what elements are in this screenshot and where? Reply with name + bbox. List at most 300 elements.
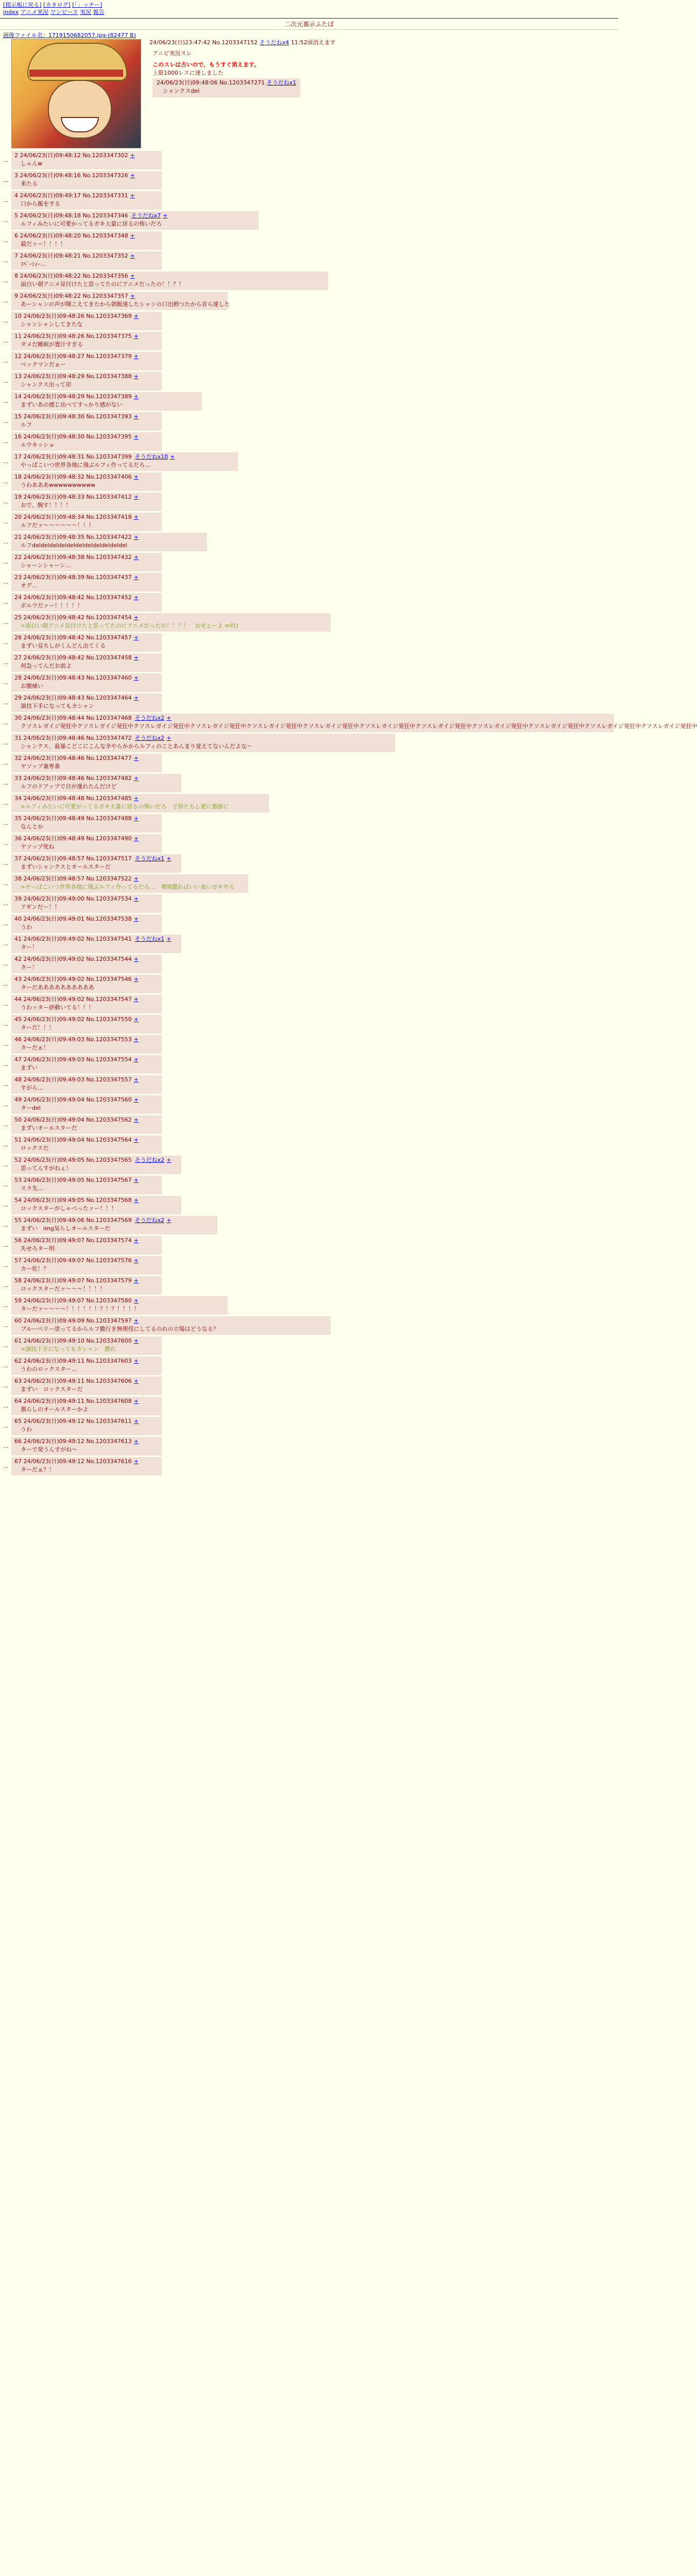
reply-date: 24/06/23(日)09:48:44 <box>23 715 84 721</box>
reply-plus-link[interactable]: + <box>133 835 139 842</box>
reply-meta <box>14 1257 160 1264</box>
reply-number[interactable]: No.1203347485 <box>86 795 132 802</box>
reply-dash: … <box>3 1001 9 1007</box>
reply-post <box>0 512 618 532</box>
reply-plus-link[interactable]: + <box>133 634 139 641</box>
reply-index: 56 <box>14 1237 22 1244</box>
reply-number[interactable]: No.1203347452 <box>86 594 132 601</box>
reply-plus-link[interactable]: + <box>133 815 139 822</box>
reply-text: ターだぁ！ <box>21 1044 49 1051</box>
reply-plus-link[interactable]: + <box>133 614 139 621</box>
reply-number[interactable]: No.1203347488 <box>86 815 132 822</box>
reply-post <box>0 633 618 653</box>
reply-date: 24/06/23(日)09:49:02 <box>23 1016 84 1023</box>
reply-index: 40 <box>14 916 22 922</box>
reply-date: 24/06/23(日)09:48:18 <box>20 212 81 219</box>
reply-plus-link[interactable]: + <box>133 333 139 340</box>
reply-number[interactable]: No.1203347579 <box>86 1277 132 1284</box>
op-quoted-number[interactable]: No.1203347271 <box>219 79 265 86</box>
reply-plus-link[interactable]: + <box>170 453 175 460</box>
reply-index: 28 <box>14 674 22 681</box>
reply-plus-link[interactable]: + <box>133 494 139 500</box>
anime-live-link[interactable]: アニメ実況 <box>20 9 49 15</box>
reply-index: 60 <box>14 1317 22 1324</box>
reply-dash: … <box>3 800 9 806</box>
reply-plus-link[interactable]: + <box>133 1317 139 1324</box>
reply-soudane-link[interactable]: そうだねx2 <box>134 715 165 721</box>
reply-number[interactable]: No.1203347611 <box>86 1418 132 1425</box>
reply-index: 33 <box>14 775 22 782</box>
reply-dash: … <box>3 1021 9 1027</box>
op-file-label <box>3 32 615 39</box>
reply-dash: … <box>3 579 9 585</box>
reply-number[interactable]: No.1203347554 <box>86 1056 132 1063</box>
live-link[interactable]: 実況 <box>80 9 92 15</box>
reply-text: ター！ <box>21 944 38 951</box>
reply-text: まずい <box>21 1064 38 1071</box>
reply-number[interactable]: No.1203347569 <box>86 1217 132 1224</box>
reply-plus-link[interactable]: + <box>133 1076 139 1083</box>
reply-text: 最だァー！！！！ <box>21 241 66 247</box>
reply-plus-link[interactable]: + <box>133 875 139 882</box>
op-warning: このスレは古いので、もうすぐ消えます。 <box>152 61 260 68</box>
op-soudane-link[interactable]: そうだねx4 <box>259 39 290 46</box>
reply-post <box>0 1235 618 1256</box>
reply-meta <box>14 715 612 721</box>
reply-date: 24/06/23(日)09:48:29 <box>23 373 84 380</box>
reply-plus-link[interactable]: + <box>133 1116 139 1123</box>
reply-soudane-link[interactable]: そうだねx1 <box>134 936 165 942</box>
reply-post <box>0 1276 618 1296</box>
reply-plus-link[interactable]: + <box>133 654 139 661</box>
reply-plus-link[interactable]: + <box>133 976 139 982</box>
reply-number[interactable]: No.1203347557 <box>86 1076 132 1083</box>
reply-text: ルフィみたいに可愛かってるガキ大量に居るの怖いだろ <box>21 221 162 227</box>
reply-text: うわあああwwwwwwwwww <box>21 482 95 488</box>
reply-number[interactable]: No.1203347468 <box>86 715 132 721</box>
reply-number[interactable]: No.1203347544 <box>86 956 132 962</box>
reply-post <box>0 492 618 512</box>
reply-plus-link[interactable]: + <box>133 795 139 802</box>
reply-number[interactable]: No.1203347395 <box>86 433 132 440</box>
reply-number[interactable]: No.1203347550 <box>86 1016 132 1023</box>
reply-number[interactable]: No.1203347600 <box>86 1337 132 1344</box>
reply-meta <box>14 473 160 480</box>
reply-index: 25 <box>14 614 22 621</box>
reply-box <box>11 493 162 511</box>
reply-text: ターだァ～～～～！！！！！！？！？！！！！ <box>21 1306 140 1312</box>
reply-post <box>0 894 618 914</box>
reply-plus-link[interactable]: + <box>133 1438 139 1445</box>
reply-dash: … <box>3 980 9 987</box>
reply-number[interactable]: No.1203347352 <box>82 252 128 259</box>
reply-date: 24/06/23(日)09:49:07 <box>23 1297 84 1304</box>
reply-index: 36 <box>14 835 22 842</box>
reply-plus-link[interactable]: + <box>133 1358 139 1364</box>
reply-number[interactable]: No.1203347432 <box>86 554 132 561</box>
reply-dash: … <box>3 438 9 445</box>
reply-number[interactable]: No.1203347597 <box>86 1317 132 1324</box>
reply-meta <box>14 393 200 400</box>
reply-post <box>0 753 618 773</box>
reply-index: 59 <box>14 1297 22 1304</box>
reply-number[interactable]: No.1203347399 <box>86 453 132 460</box>
reply-box <box>11 251 162 270</box>
reply-post <box>0 1256 618 1276</box>
reply-number[interactable]: No.1203347418 <box>86 514 132 520</box>
reply-number[interactable]: No.1203347464 <box>86 694 132 701</box>
reply-box <box>11 794 269 812</box>
reply-date: 24/06/23(日)09:49:02 <box>23 956 84 962</box>
reply-meta <box>14 1458 160 1465</box>
reply-number[interactable]: No.1203347538 <box>86 916 132 922</box>
op-text: アニビ実況スレ <box>152 50 192 57</box>
reply-date: 24/06/23(日)09:49:12 <box>23 1458 84 1465</box>
reply-dash: … <box>3 458 9 465</box>
reply-index: 21 <box>14 534 22 540</box>
reply-plus-link[interactable]: + <box>166 1157 172 1163</box>
reply-dash: … <box>3 820 9 826</box>
reply-dash: … <box>3 1141 9 1148</box>
reply-number[interactable]: No.1203347457 <box>86 634 132 641</box>
reply-date: 24/06/23(日)09:48:42 <box>23 614 84 621</box>
reply-plus-link[interactable]: + <box>133 956 139 962</box>
reply-meta <box>14 252 160 259</box>
reply-plus-link[interactable]: + <box>133 916 139 922</box>
op-thumbnail-image[interactable] <box>11 39 141 148</box>
reply-plus-link[interactable]: + <box>133 1056 139 1063</box>
reply-index: 24 <box>14 594 22 601</box>
reply-plus-link[interactable]: + <box>133 473 139 480</box>
reply-number[interactable]: No.1203347393 <box>86 413 132 420</box>
reply-dash: … <box>3 358 9 364</box>
reply-date: 24/06/23(日)09:49:03 <box>23 1036 84 1043</box>
reply-date: 24/06/23(日)09:48:49 <box>23 815 84 822</box>
reply-date: 24/06/23(日)09:48:34 <box>23 514 84 520</box>
reply-plus-link[interactable]: + <box>133 895 139 902</box>
reply-plus-link[interactable]: + <box>133 1337 139 1344</box>
reply-box <box>11 1296 228 1315</box>
reply-plus-link[interactable]: + <box>133 313 139 319</box>
reply-plus-link[interactable]: + <box>133 353 139 360</box>
reply-index: 29 <box>14 694 22 701</box>
reply-plus-link[interactable]: + <box>133 1237 139 1244</box>
reply-dash: … <box>3 1342 9 1349</box>
reply-post <box>0 452 618 472</box>
reply-plus-link[interactable]: + <box>133 1137 139 1143</box>
reply-plus-link[interactable]: + <box>130 192 135 199</box>
reply-post <box>0 371 618 392</box>
reply-plus-link[interactable]: + <box>133 433 139 440</box>
reply-number[interactable]: No.1203347326 <box>82 172 128 179</box>
reply-plus-link[interactable]: + <box>133 373 139 380</box>
reply-soudane-link[interactable]: そうだねx2 <box>134 1217 165 1224</box>
reply-soudane-link[interactable]: そうだねx2 <box>134 1157 165 1163</box>
reply-plus-link[interactable]: + <box>133 574 139 581</box>
reply-number[interactable]: No.1203347460 <box>86 674 132 681</box>
reply-meta <box>14 353 160 360</box>
reply-dash: … <box>3 659 9 666</box>
reply-text: 口から飯をする <box>21 200 60 207</box>
reply-plus-link[interactable]: + <box>133 775 139 782</box>
reply-plus-link[interactable]: + <box>166 715 172 721</box>
op-number[interactable]: No.1203347152 <box>212 39 258 46</box>
reply-number[interactable]: No.1203347379 <box>86 353 132 360</box>
reply-plus-link[interactable]: + <box>133 1257 139 1264</box>
reply-number[interactable]: No.1203347603 <box>86 1358 132 1364</box>
reply-date: 24/06/23(日)09:49:02 <box>23 976 84 982</box>
reply-number[interactable]: No.1203347564 <box>86 1137 132 1143</box>
reply-number[interactable]: No.1203347482 <box>86 775 132 782</box>
reply-plus-link[interactable]: + <box>163 212 168 219</box>
reply-post <box>0 693 618 713</box>
reply-number[interactable]: No.1203347454 <box>86 614 132 621</box>
reply-plus-link[interactable]: + <box>133 514 139 520</box>
reply-text: スラ先… <box>21 1185 43 1192</box>
reply-post <box>0 1316 618 1336</box>
op-expire: 11:52頃消えます <box>291 39 336 46</box>
reply-meta <box>14 795 267 802</box>
reply-plus-link[interactable]: + <box>133 1297 139 1304</box>
op-file-link[interactable]: 画像ファイル名：1719150682057.jpg-(82477 B) <box>3 32 136 39</box>
reply-date: 24/06/23(日)09:48:20 <box>20 232 81 239</box>
catalog-link[interactable]: [カタログ] <box>43 2 71 8</box>
page-title: 二次元裏＠ふたば <box>0 18 618 30</box>
tchi-link[interactable]: [「」ッチー] <box>72 2 103 8</box>
reply-plus-link[interactable]: + <box>133 1016 139 1023</box>
reply-box <box>11 955 162 973</box>
reply-index: 15 <box>14 413 22 420</box>
reply-dash: … <box>3 1041 9 1047</box>
reply-index: 26 <box>14 634 22 641</box>
reply-dash: … <box>3 378 9 384</box>
reply-box <box>11 1236 162 1255</box>
reply-number[interactable]: No.1203347458 <box>86 654 132 661</box>
reply-meta <box>14 1398 160 1404</box>
reply-plus-link[interactable]: + <box>166 936 172 942</box>
reply-soudane-link[interactable]: そうだねx1 <box>134 855 165 862</box>
reply-number[interactable]: No.1203347388 <box>86 373 132 380</box>
reply-number[interactable]: No.1203347375 <box>86 333 132 340</box>
reply-meta <box>14 815 160 822</box>
reply-text: ボルウだァー！！！！！ <box>21 602 83 609</box>
reply-plus-link[interactable]: + <box>133 1096 139 1103</box>
reply-plus-link[interactable]: + <box>130 273 135 279</box>
reply-plus-link[interactable]: + <box>130 252 135 259</box>
reply-number[interactable]: No.1203347490 <box>86 835 132 842</box>
reply-text: お腹痛い <box>21 683 43 689</box>
reply-plus-link[interactable]: + <box>133 534 139 540</box>
reply-number[interactable]: No.1203347541 <box>86 936 132 942</box>
reply-number[interactable]: No.1203347348 <box>82 232 128 239</box>
reply-text: ヤソップ兼専番 <box>21 763 60 770</box>
reply-plus-link[interactable]: + <box>133 1277 139 1284</box>
reply-meta <box>14 212 257 219</box>
reply-number[interactable]: No.1203347389 <box>86 393 132 400</box>
reply-post <box>0 773 618 793</box>
reply-plus-link[interactable]: + <box>133 1197 139 1204</box>
reply-dash: … <box>3 840 9 846</box>
reply-number[interactable]: No.1203347547 <box>86 996 132 1003</box>
reply-index: 18 <box>14 473 22 480</box>
reply-box <box>11 472 162 491</box>
reply-plus-link[interactable]: + <box>166 855 172 862</box>
reply-post <box>0 1095 618 1115</box>
back-to-board-link[interactable]: [掲示板に戻る] <box>3 2 42 8</box>
reply-post <box>0 1376 618 1396</box>
reply-number[interactable]: No.1203347560 <box>86 1096 132 1103</box>
reply-number[interactable]: No.1203347412 <box>86 494 132 500</box>
reply-number[interactable]: No.1203347302 <box>82 152 128 159</box>
reply-post <box>0 1296 618 1316</box>
reply-meta <box>14 1056 160 1063</box>
reply-plus-link[interactable]: + <box>130 152 135 159</box>
onepiece-link[interactable]: ワンピース <box>50 9 78 15</box>
reply-index: 52 <box>14 1157 22 1163</box>
reply-date: 24/06/23(日)09:49:04 <box>23 1137 84 1143</box>
reply-date: 24/06/23(日)09:48:29 <box>23 393 84 400</box>
reply-post <box>0 1215 618 1235</box>
reply-plus-link[interactable]: + <box>130 232 135 239</box>
op-body <box>149 39 603 97</box>
reply-number[interactable]: No.1203347422 <box>86 534 132 540</box>
reply-number[interactable]: No.1203347346 <box>82 212 128 219</box>
reply-number[interactable]: No.1203347553 <box>86 1036 132 1043</box>
reply-box <box>11 774 181 792</box>
reply-plus-link[interactable]: + <box>133 755 139 761</box>
reply-plus-link[interactable]: + <box>133 1177 139 1183</box>
reply-plus-link[interactable]: + <box>133 1378 139 1384</box>
reply-number[interactable]: No.1203347477 <box>86 755 132 761</box>
reply-box <box>11 1437 162 1455</box>
reply-number[interactable]: No.1203347331 <box>82 192 128 199</box>
reply-plus-link[interactable]: + <box>166 735 172 741</box>
reply-meta <box>14 1076 160 1083</box>
reply-number[interactable]: No.1203347576 <box>86 1257 132 1264</box>
reply-dash: … <box>3 1322 9 1329</box>
reply-post <box>0 532 618 552</box>
reply-post <box>0 412 618 432</box>
reply-number[interactable]: No.1203347357 <box>82 293 128 299</box>
reply-index: 7 <box>14 252 18 259</box>
reply-soudane-link[interactable]: そうだねx2 <box>134 735 165 741</box>
reply-post <box>0 472 618 492</box>
reply-plus-link[interactable]: + <box>130 172 135 179</box>
reply-dash: … <box>3 1061 9 1067</box>
reply-dash: … <box>3 679 9 686</box>
reply-box <box>11 553 162 571</box>
reply-date: 24/06/23(日)09:49:04 <box>23 1116 84 1123</box>
reply-text: ルフ <box>21 421 32 428</box>
reply-number[interactable]: No.1203347568 <box>86 1197 132 1204</box>
reply-plus-link[interactable]: + <box>133 1458 139 1465</box>
reply-date: 24/06/23(日)09:48:46 <box>23 755 84 761</box>
reply-plus-link[interactable]: + <box>133 393 139 400</box>
reply-plus-link[interactable]: + <box>133 554 139 561</box>
reply-date: 24/06/23(日)09:48:27 <box>23 353 84 360</box>
reply-text: ダメだ睡眠が置汗すぎる <box>21 341 83 348</box>
report-link[interactable]: 報告 <box>93 9 105 15</box>
reply-dash: … <box>3 1362 9 1369</box>
reply-soudane-link[interactable]: そうだねx10 <box>134 453 168 460</box>
reply-number[interactable]: No.1203347546 <box>86 976 132 982</box>
reply-box <box>11 1035 162 1054</box>
reply-text: あーシャンの声が聞こえてきたから朝飯達したシャンの口出鱈つたから音ら達した <box>21 301 230 308</box>
reply-plus-link[interactable]: + <box>133 1036 139 1043</box>
reply-meta <box>14 775 179 782</box>
reply-number[interactable]: No.1203347613 <box>86 1438 132 1445</box>
reply-index: 62 <box>14 1358 22 1364</box>
reply-box <box>11 1015 162 1033</box>
reply-plus-link[interactable]: + <box>133 996 139 1003</box>
reply-meta <box>14 1137 160 1143</box>
reply-box <box>11 312 162 330</box>
reply-meta <box>14 1237 160 1244</box>
reply-number[interactable]: No.1203347606 <box>86 1378 132 1384</box>
index-link[interactable]: index <box>3 9 19 15</box>
reply-meta <box>14 594 160 601</box>
reply-number[interactable]: No.1203347406 <box>86 473 132 480</box>
reply-text: ルフのドアップで自が運れたんだけど <box>21 783 117 790</box>
reply-box <box>11 1055 162 1074</box>
reply-plus-link[interactable]: + <box>133 674 139 681</box>
reply-dash: … <box>3 1262 9 1268</box>
reply-plus-link[interactable]: + <box>133 694 139 701</box>
reply-meta <box>14 694 160 701</box>
reply-box <box>11 292 228 310</box>
reply-box <box>11 352 162 370</box>
reply-date: 24/06/23(日)09:48:16 <box>20 172 81 179</box>
reply-number[interactable]: No.1203347565 <box>86 1157 132 1163</box>
reply-number[interactable]: No.1203347562 <box>86 1116 132 1123</box>
reply-number[interactable]: No.1203347567 <box>86 1177 132 1183</box>
reply-dash: … <box>3 900 9 907</box>
reply-text: ターだ！！！ <box>21 1024 55 1031</box>
reply-number[interactable]: No.1203347574 <box>86 1237 132 1244</box>
reply-plus-link[interactable]: + <box>133 1418 139 1425</box>
reply-box <box>11 1196 181 1214</box>
reply-index: 2 <box>14 152 18 159</box>
reply-soudane-link[interactable]: そうだねx7 <box>131 212 161 219</box>
reply-text: 思ってんすがねぇ！ <box>21 1165 72 1172</box>
reply-number[interactable]: No.1203347369 <box>86 313 132 319</box>
reply-number[interactable]: No.1203347534 <box>86 895 132 902</box>
reply-plus-link[interactable]: + <box>166 1217 172 1224</box>
reply-box <box>11 1397 162 1415</box>
reply-number[interactable]: No.1203347356 <box>82 273 128 279</box>
reply-plus-link[interactable]: + <box>133 413 139 420</box>
reply-number[interactable]: No.1203347616 <box>86 1458 132 1465</box>
reply-date: 24/06/23(日)09:48:22 <box>20 273 81 279</box>
reply-box <box>11 1075 162 1094</box>
reply-number[interactable]: No.1203347580 <box>86 1297 132 1304</box>
reply-number[interactable]: No.1203347437 <box>86 574 132 581</box>
reply-number[interactable]: No.1203347517 <box>86 855 132 862</box>
reply-text: ターdel <box>21 1105 41 1111</box>
reply-number[interactable]: No.1203347522 <box>86 875 132 882</box>
op-quoted-soudane[interactable]: そうだねx1 <box>266 79 297 86</box>
reply-index: 3 <box>14 172 18 179</box>
reply-number[interactable]: No.1203347472 <box>86 735 132 741</box>
reply-number[interactable]: No.1203347608 <box>86 1398 132 1404</box>
reply-dash: … <box>3 1422 9 1429</box>
reply-plus-link[interactable]: + <box>130 293 135 299</box>
reply-date: 24/06/23(日)09:48:43 <box>23 674 84 681</box>
reply-plus-link[interactable]: + <box>133 594 139 601</box>
reply-dash: … <box>3 779 9 786</box>
reply-box <box>11 392 202 411</box>
reply-plus-link[interactable]: + <box>133 1398 139 1404</box>
